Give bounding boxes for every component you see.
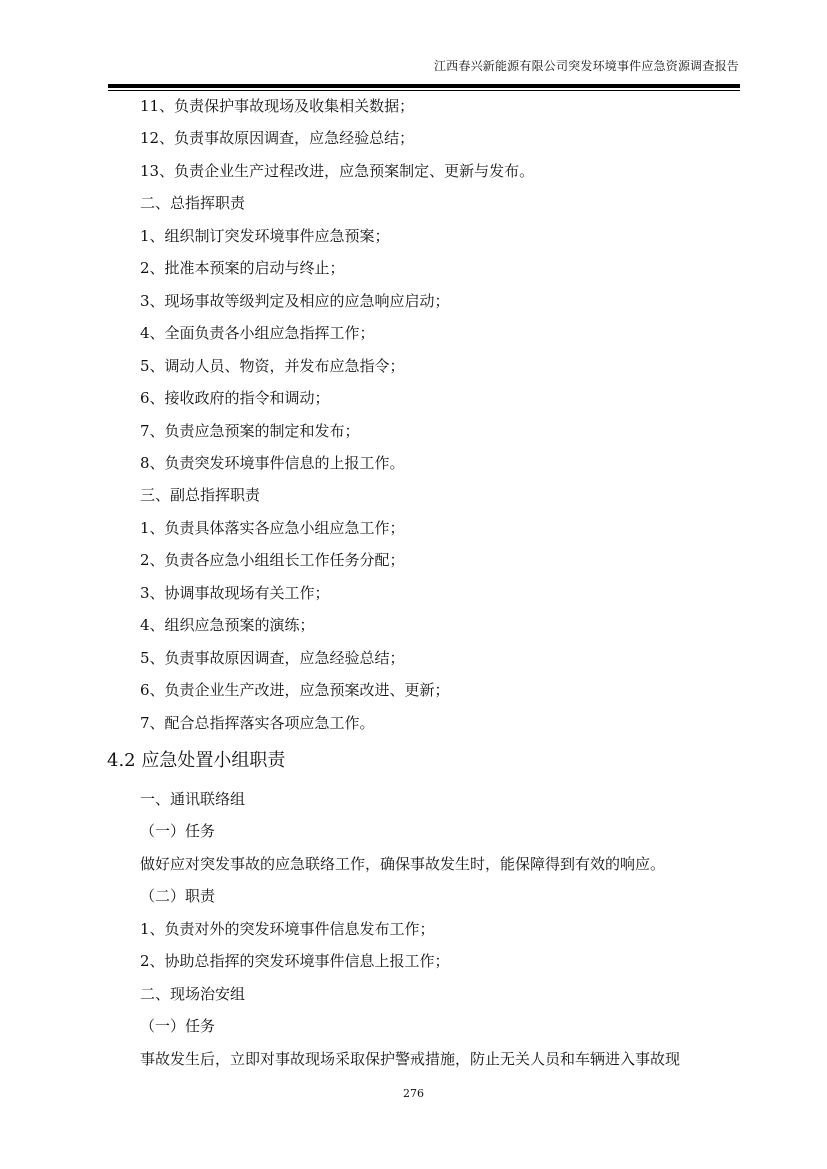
subheading-line: 二、现场治安组 <box>140 985 246 1003</box>
paragraph-line: 4、组织应急预案的演练； <box>140 616 315 634</box>
paragraph-line: 事故发生后，立即对事故现场采取保护警戒措施，防止无关人员和车辆进入事故现 <box>140 1050 681 1068</box>
header-title: 江西春兴新能源有限公司突发环境事件应急资源调查报告 <box>433 59 739 73</box>
paragraph-line: 5、调动人员、物资，并发布应急指令； <box>140 357 405 375</box>
subheading-line: （一）任务 <box>140 1017 216 1035</box>
paragraph-line: 6、负责企业生产改进，应急预案改进、更新； <box>140 681 450 699</box>
paragraph-line: 1、组织制订突发环境事件应急预案； <box>140 227 390 245</box>
paragraph-line: 7、负责应急预案的制定和发布； <box>140 422 360 440</box>
paragraph-line: 2、负责各应急小组组长工作任务分配； <box>140 551 405 569</box>
paragraph-line: 13、负责企业生产过程改进，应急预案制定、更新与发布。 <box>140 162 535 180</box>
paragraph-line: 5、负责事故原因调查，应急经验总结； <box>140 649 405 667</box>
paragraph-line: 做好应对突发事故的应急联络工作，确保事故发生时，能保障得到有效的响应。 <box>140 855 666 873</box>
header-rule-thick <box>108 84 740 88</box>
paragraph-line: 1、负责具体落实各应急小组应急工作； <box>140 519 405 537</box>
paragraph-line: 3、现场事故等级判定及相应的应急响应启动； <box>140 292 450 310</box>
paragraph-line: 7、配合总指挥落实各项应急工作。 <box>140 714 375 732</box>
paragraph-line: 2、批准本预案的启动与终止； <box>140 259 345 277</box>
section-heading: 4.2 应急处置小组职责 <box>107 750 286 771</box>
paragraph-line: 1、负责对外的突发环境事件信息发布工作； <box>140 920 435 938</box>
paragraph-line: 3、协调事故现场有关工作； <box>140 584 330 602</box>
page-number: 276 <box>403 1087 424 1100</box>
paragraph-line: 2、协助总指挥的突发环境事件信息上报工作； <box>140 952 450 970</box>
paragraph-line: 8、负责突发环境事件信息的上报工作。 <box>140 454 405 472</box>
subheading-line: （二）职责 <box>140 887 216 905</box>
header-rule-thin <box>108 90 740 91</box>
subheading-line: 二、总指挥职责 <box>140 194 246 212</box>
paragraph-line: 4、全面负责各小组应急指挥工作； <box>140 324 375 342</box>
subheading-line: （一）任务 <box>140 822 216 840</box>
subheading-line: 三、副总指挥职责 <box>140 486 261 504</box>
subheading-line: 一、通讯联络组 <box>140 790 246 808</box>
paragraph-line: 12、负责事故原因调查，应急经验总结； <box>140 129 415 147</box>
paragraph-line: 6、接收政府的指令和调动； <box>140 389 330 407</box>
paragraph-line: 11、负责保护事故现场及收集相关数据； <box>140 97 415 115</box>
